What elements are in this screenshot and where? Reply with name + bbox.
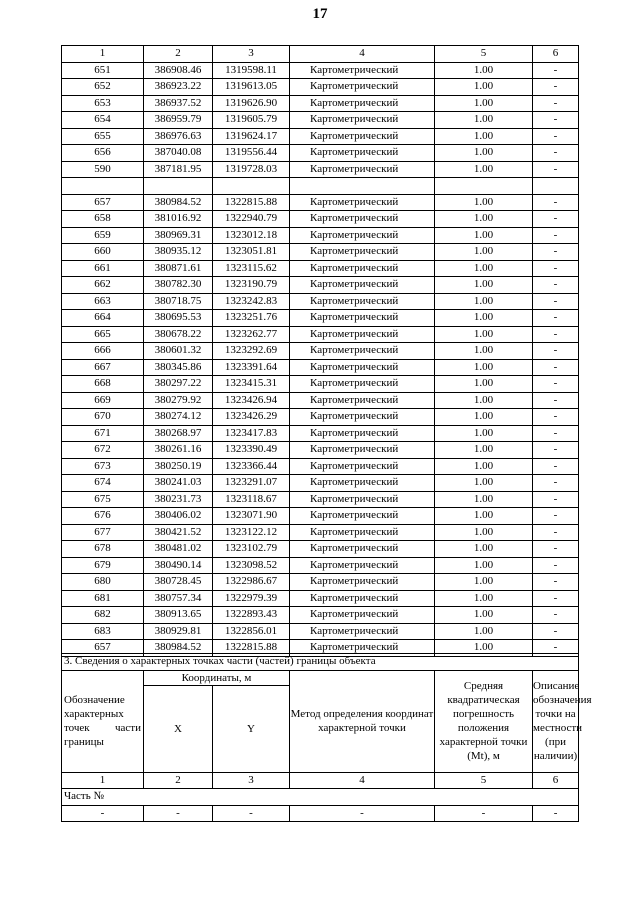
header-description: Описание обозначения точки на местности (при наличии) — [533, 670, 579, 772]
table-cell: - — [533, 343, 579, 360]
table-cell: - — [533, 392, 579, 409]
table-cell: Картометрический — [290, 359, 435, 376]
table-cell: 673 — [62, 458, 144, 475]
section-title: 3. Сведения о характерных точках части (частей) границы объекта — [62, 654, 579, 671]
table-cell: 381016.92 — [144, 211, 213, 228]
table-row — [62, 343, 579, 360]
table-cell: 380406.02 — [144, 508, 213, 525]
header-accuracy: Средняя квадратическая погрешность положения характерной точки (Mt), м — [435, 670, 533, 772]
table-cell: 380268.97 — [144, 425, 213, 442]
table-row — [62, 574, 579, 591]
table-cell: Картометрический — [290, 590, 435, 607]
table-cell: 1323417.83 — [213, 425, 290, 442]
table-cell: 663 — [62, 293, 144, 310]
table-cell: 676 — [62, 508, 144, 525]
table-cell: 1.00 — [435, 95, 533, 112]
table-cell: - — [533, 260, 579, 277]
table-cell: - — [533, 491, 579, 508]
table-cell: - — [533, 805, 579, 822]
table-cell: 1322893.43 — [213, 607, 290, 624]
table-cell: 1323098.52 — [213, 557, 290, 574]
table-cell: - — [533, 62, 579, 79]
table-cell: 658 — [62, 211, 144, 228]
table-cell — [144, 178, 213, 195]
table-cell: 1.00 — [435, 194, 533, 211]
header-method: Метод определения координат характерной точки — [290, 670, 435, 772]
table-cell: 380718.75 — [144, 293, 213, 310]
table-row — [62, 112, 579, 129]
table-cell: 1.00 — [435, 128, 533, 145]
table-cell: 1.00 — [435, 524, 533, 541]
table-cell: - — [533, 112, 579, 129]
table-cell: 1322815.88 — [213, 640, 290, 657]
table-row — [62, 277, 579, 294]
table-cell: 1319598.11 — [213, 62, 290, 79]
table-cell: Картометрический — [290, 194, 435, 211]
table-cell: 1.00 — [435, 541, 533, 558]
table-cell: 1.00 — [435, 79, 533, 96]
header-y: Y — [213, 685, 290, 772]
table-row — [62, 409, 579, 426]
table-cell: - — [533, 244, 579, 261]
column-number-row — [62, 46, 579, 63]
table-cell: 380871.61 — [144, 260, 213, 277]
table-cell: - — [533, 425, 579, 442]
table-cell: Картометрический — [290, 376, 435, 393]
table-cell: 380782.30 — [144, 277, 213, 294]
table-cell: 1319605.79 — [213, 112, 290, 129]
table-row — [62, 557, 579, 574]
header-designation: Обозначение характерных точек части границы — [62, 670, 144, 772]
table-cell: Картометрический — [290, 475, 435, 492]
table-cell: 1.00 — [435, 310, 533, 327]
table-cell — [435, 178, 533, 195]
table-cell: 651 — [62, 62, 144, 79]
table-cell: 674 — [62, 475, 144, 492]
table-row — [62, 95, 579, 112]
table-cell: Картометрический — [290, 128, 435, 145]
table-cell: 678 — [62, 541, 144, 558]
table-cell: 665 — [62, 326, 144, 343]
table-cell: 1.00 — [435, 326, 533, 343]
table-cell: - — [62, 805, 144, 822]
table-cell: 1.00 — [435, 293, 533, 310]
table-cell: - — [533, 574, 579, 591]
table-cell: 675 — [62, 491, 144, 508]
table-cell: 1319556.44 — [213, 145, 290, 162]
table-cell: - — [533, 211, 579, 228]
table-row — [62, 326, 579, 343]
table-cell: 380601.32 — [144, 343, 213, 360]
table-cell: 664 — [62, 310, 144, 327]
table-cell: Картометрический — [290, 574, 435, 591]
table-cell: Картометрический — [290, 277, 435, 294]
column-number-row — [62, 772, 579, 789]
table-cell: 380274.12 — [144, 409, 213, 426]
table-row — [62, 359, 579, 376]
table-cell: Картометрический — [290, 293, 435, 310]
table-cell: 657 — [62, 194, 144, 211]
table-cell: - — [144, 805, 213, 822]
table-row — [62, 524, 579, 541]
table-cell: - — [290, 805, 435, 822]
table-cell: Картометрический — [290, 640, 435, 657]
table-cell: 1.00 — [435, 211, 533, 228]
table-cell: 387040.08 — [144, 145, 213, 162]
table-row — [62, 508, 579, 525]
table-cell: 380481.02 — [144, 541, 213, 558]
table-cell: 681 — [62, 590, 144, 607]
table-cell: Картометрический — [290, 62, 435, 79]
table-cell: Картометрический — [290, 260, 435, 277]
table-cell: 1322979.39 — [213, 590, 290, 607]
table-row — [62, 293, 579, 310]
table-cell: 380757.34 — [144, 590, 213, 607]
table-cell: 1.00 — [435, 557, 533, 574]
table-cell: Картометрический — [290, 442, 435, 459]
table-cell: 1.00 — [435, 590, 533, 607]
table-cell: Картометрический — [290, 145, 435, 162]
table-row — [62, 178, 579, 195]
table-cell: 1.00 — [435, 343, 533, 360]
table-cell: 1322856.01 — [213, 623, 290, 640]
table-cell: 669 — [62, 392, 144, 409]
col-number: 1 — [62, 46, 144, 63]
table-cell: 1.00 — [435, 260, 533, 277]
table-cell: - — [533, 310, 579, 327]
table-cell: - — [435, 805, 533, 822]
table-cell: - — [533, 128, 579, 145]
table-cell: 682 — [62, 607, 144, 624]
table-cell: 1323415.31 — [213, 376, 290, 393]
table-cell: Картометрический — [290, 491, 435, 508]
table-cell: 1323426.29 — [213, 409, 290, 426]
table-cell: 380984.52 — [144, 640, 213, 657]
table-cell: 380250.19 — [144, 458, 213, 475]
table-cell: 380935.12 — [144, 244, 213, 261]
table-row — [62, 310, 579, 327]
table-cell: 380678.22 — [144, 326, 213, 343]
table-cell: 380297.22 — [144, 376, 213, 393]
table-cell: 380728.45 — [144, 574, 213, 591]
table-cell: Картометрический — [290, 211, 435, 228]
table-row — [62, 227, 579, 244]
table-cell: 1.00 — [435, 574, 533, 591]
table-cell: Картометрический — [290, 524, 435, 541]
table-cell — [213, 178, 290, 195]
table-row — [62, 805, 579, 822]
table-cell: 1323366.44 — [213, 458, 290, 475]
table-cell: 656 — [62, 145, 144, 162]
table-cell: 1323292.69 — [213, 343, 290, 360]
table-cell: 659 — [62, 227, 144, 244]
table-cell: 1319613.05 — [213, 79, 290, 96]
table-cell: 386959.79 — [144, 112, 213, 129]
table-cell: 1.00 — [435, 640, 533, 657]
table-cell: - — [533, 409, 579, 426]
table-row — [62, 194, 579, 211]
table-cell: 1323012.18 — [213, 227, 290, 244]
table-cell: Картометрический — [290, 112, 435, 129]
table-cell: 680 — [62, 574, 144, 591]
table-cell: 652 — [62, 79, 144, 96]
table-cell: 1323118.67 — [213, 491, 290, 508]
table-cell: 380490.14 — [144, 557, 213, 574]
table-cell: Картометрический — [290, 458, 435, 475]
table-cell: 660 — [62, 244, 144, 261]
table-cell: 662 — [62, 277, 144, 294]
table-cell: 1.00 — [435, 475, 533, 492]
col-number: 2 — [144, 46, 213, 63]
col-number: 4 — [290, 772, 435, 789]
table-cell: 1323426.94 — [213, 392, 290, 409]
table-row — [62, 475, 579, 492]
table-cell: - — [533, 607, 579, 624]
col-number: 4 — [290, 46, 435, 63]
table-cell: 380929.81 — [144, 623, 213, 640]
table-cell: Картометрический — [290, 79, 435, 96]
table-row — [62, 541, 579, 558]
part-label: Часть № — [62, 789, 579, 806]
table-cell: 672 — [62, 442, 144, 459]
table-row — [62, 79, 579, 96]
col-number: 2 — [144, 772, 213, 789]
table-row — [62, 211, 579, 228]
table-cell: 1.00 — [435, 227, 533, 244]
table-cell: - — [533, 79, 579, 96]
table-cell: - — [533, 227, 579, 244]
table-cell: Картометрический — [290, 508, 435, 525]
table-row — [62, 244, 579, 261]
table-cell: 677 — [62, 524, 144, 541]
table-cell: Картометрический — [290, 623, 435, 640]
table-row — [62, 128, 579, 145]
col-number: 5 — [435, 772, 533, 789]
table-cell: 1.00 — [435, 62, 533, 79]
table-cell: Картометрический — [290, 607, 435, 624]
table-cell: 380261.16 — [144, 442, 213, 459]
table-row — [62, 425, 579, 442]
table-cell: 1.00 — [435, 145, 533, 162]
table-cell: 380231.73 — [144, 491, 213, 508]
table-row — [62, 376, 579, 393]
table-row — [62, 458, 579, 475]
table-cell: - — [533, 145, 579, 162]
table-cell: 1323391.64 — [213, 359, 290, 376]
table-cell: 380421.52 — [144, 524, 213, 541]
table-cell: 655 — [62, 128, 144, 145]
table-cell: - — [533, 326, 579, 343]
table-cell: 683 — [62, 623, 144, 640]
table-cell: 380241.03 — [144, 475, 213, 492]
table-cell: 1.00 — [435, 244, 533, 261]
col-number: 1 — [62, 772, 144, 789]
table-cell: 1.00 — [435, 491, 533, 508]
table-cell: Картометрический — [290, 557, 435, 574]
table-cell — [533, 178, 579, 195]
table-cell: 1323262.77 — [213, 326, 290, 343]
table-cell: 1323115.62 — [213, 260, 290, 277]
table-cell: Картометрический — [290, 392, 435, 409]
table-cell: 1.00 — [435, 458, 533, 475]
table-cell: - — [533, 161, 579, 178]
table-cell: 380695.53 — [144, 310, 213, 327]
table-cell: 1.00 — [435, 425, 533, 442]
table-cell: 1.00 — [435, 623, 533, 640]
table-cell: 1323242.83 — [213, 293, 290, 310]
table-cell: - — [533, 508, 579, 525]
table-cell: 386923.22 — [144, 79, 213, 96]
table-cell: Картометрический — [290, 343, 435, 360]
table-cell: 1319728.03 — [213, 161, 290, 178]
table-cell: 590 — [62, 161, 144, 178]
table-cell: 1.00 — [435, 376, 533, 393]
table-cell: - — [533, 277, 579, 294]
table-cell: 1322940.79 — [213, 211, 290, 228]
header-coordinates: Координаты, м — [144, 670, 290, 685]
table-cell: 387181.95 — [144, 161, 213, 178]
table-row — [62, 145, 579, 162]
header-x: X — [144, 685, 213, 772]
table-cell: 1323122.12 — [213, 524, 290, 541]
table-cell: 1319626.90 — [213, 95, 290, 112]
table-cell: Картометрический — [290, 161, 435, 178]
col-number: 3 — [213, 772, 290, 789]
table-row — [62, 623, 579, 640]
table-cell: 386976.63 — [144, 128, 213, 145]
table-cell: - — [533, 623, 579, 640]
table-cell: - — [533, 359, 579, 376]
table-cell: Картометрический — [290, 227, 435, 244]
table-cell: 1.00 — [435, 161, 533, 178]
table-cell: Картометрический — [290, 310, 435, 327]
table-cell: 1.00 — [435, 112, 533, 129]
table-cell: 1.00 — [435, 359, 533, 376]
table-cell: Картометрический — [290, 409, 435, 426]
table-cell: 1.00 — [435, 508, 533, 525]
table-cell: - — [533, 458, 579, 475]
table-cell — [290, 178, 435, 195]
table-cell: 1322986.67 — [213, 574, 290, 591]
table-cell: - — [533, 442, 579, 459]
page-number: 17 — [312, 6, 328, 22]
table-cell: 1323390.49 — [213, 442, 290, 459]
col-number: 5 — [435, 46, 533, 63]
table-row — [62, 62, 579, 79]
table-cell: 1322815.88 — [213, 194, 290, 211]
table-cell: Картометрический — [290, 425, 435, 442]
table-cell: 386908.46 — [144, 62, 213, 79]
table-cell: 1323291.07 — [213, 475, 290, 492]
col-number: 3 — [213, 46, 290, 63]
table-cell: 1.00 — [435, 607, 533, 624]
table-cell: 654 — [62, 112, 144, 129]
table-cell: 380984.52 — [144, 194, 213, 211]
col-number: 6 — [533, 46, 579, 63]
coordinates-table — [61, 45, 579, 657]
table-cell: - — [533, 475, 579, 492]
table-row — [62, 590, 579, 607]
table-cell: 679 — [62, 557, 144, 574]
table-row — [62, 392, 579, 409]
table-cell: 380969.31 — [144, 227, 213, 244]
table-cell: Картометрический — [290, 95, 435, 112]
table-cell: Картометрический — [290, 326, 435, 343]
table-cell: - — [533, 194, 579, 211]
table-cell: - — [213, 805, 290, 822]
table-cell: 653 — [62, 95, 144, 112]
table-cell: 670 — [62, 409, 144, 426]
table-cell: - — [533, 293, 579, 310]
table-row — [62, 161, 579, 178]
table-cell: 380913.65 — [144, 607, 213, 624]
table-cell: 661 — [62, 260, 144, 277]
table-row — [62, 442, 579, 459]
table-cell: 666 — [62, 343, 144, 360]
table-cell: 1.00 — [435, 409, 533, 426]
table-cell: 1323102.79 — [213, 541, 290, 558]
table-cell: 657 — [62, 640, 144, 657]
table-cell: - — [533, 95, 579, 112]
table-cell: 1323051.81 — [213, 244, 290, 261]
table-cell: 1.00 — [435, 277, 533, 294]
table-cell: 1.00 — [435, 442, 533, 459]
table-cell: - — [533, 590, 579, 607]
table-cell: 667 — [62, 359, 144, 376]
table-cell: 671 — [62, 425, 144, 442]
table-cell: - — [533, 376, 579, 393]
table-cell: 668 — [62, 376, 144, 393]
table-cell: 1323071.90 — [213, 508, 290, 525]
table-cell: 380279.92 — [144, 392, 213, 409]
table-cell: - — [533, 541, 579, 558]
part-points-table — [61, 653, 592, 822]
table-cell: Картометрический — [290, 541, 435, 558]
table-cell: 1319624.17 — [213, 128, 290, 145]
table-cell: - — [533, 557, 579, 574]
table-row — [62, 607, 579, 624]
table-cell: Картометрический — [290, 244, 435, 261]
table-cell: 380345.86 — [144, 359, 213, 376]
col-number: 6 — [533, 772, 579, 789]
table-cell: - — [533, 640, 579, 657]
table-cell — [62, 178, 144, 195]
table-cell: - — [533, 524, 579, 541]
table-cell: 1323190.79 — [213, 277, 290, 294]
table-cell: 1.00 — [435, 392, 533, 409]
table-row — [62, 260, 579, 277]
table-row — [62, 491, 579, 508]
table-cell: 1323251.76 — [213, 310, 290, 327]
table-cell: 386937.52 — [144, 95, 213, 112]
